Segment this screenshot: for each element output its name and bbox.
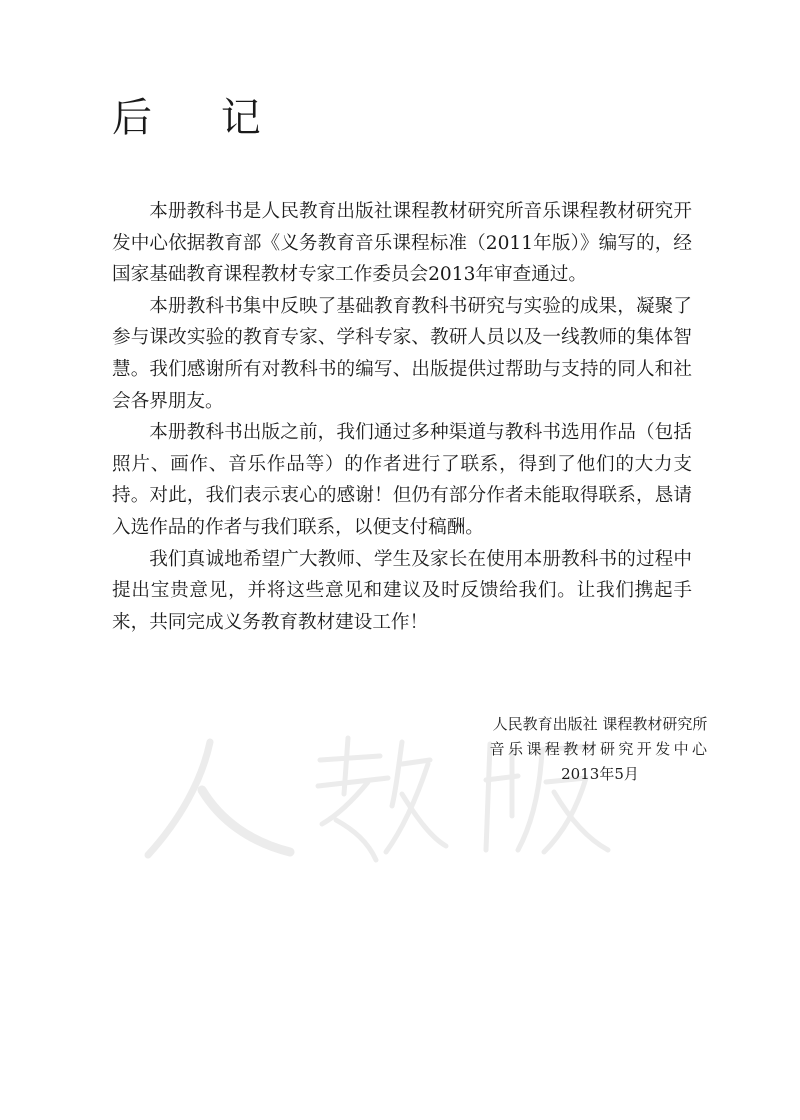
publisher-name: 人民教育出版社 课程教材研究所: [492, 715, 708, 733]
paragraph-2: 本册教科书集中反映了基础教育教科书研究与实验的成果，凝聚了参与课改实验的教育专家、学科专家、教研人员以及一线教师的集体智慧。我们感谢所有对教科书的编写、出版提供过帮助与支持的同人和社会各界朋友。: [112, 295, 692, 412]
center-name: 音乐课程教材研究开发中心: [489, 740, 711, 758]
paragraph-3: 本册教科书出版之前，我们通过多种渠道与教科书选用作品（包括照片、画作、音乐作品等）的作者进行了联系，得到了他们的大力支持。对此，我们表示衷心的感谢！但仍有部分作者未能取得联系，恳请入选作品的作者与我们联系，以便支付稿酬。: [112, 422, 692, 538]
signature-block: [460, 712, 740, 787]
page-title: 后 记: [112, 95, 289, 141]
paragraph-1: 本册教科书是人民教育出版社课程教材研究所音乐课程教材研究开发中心依据教育部《义务教育音乐课程标准（2011年版）》编写的，经国家基础教育课程教材专家工作委员会2013年审查通过。: [112, 201, 692, 286]
paragraph-4: 我们真诚地希望广大教师、学生及家长在使用本册教科书的过程中提出宝贵意见，并将这些意见和建议及时反馈给我们。让我们携起手来，共同完成义务教育教材建设工作！: [112, 548, 692, 633]
afterword-body: [112, 196, 692, 638]
signature-date: 2013年5月: [561, 765, 639, 783]
